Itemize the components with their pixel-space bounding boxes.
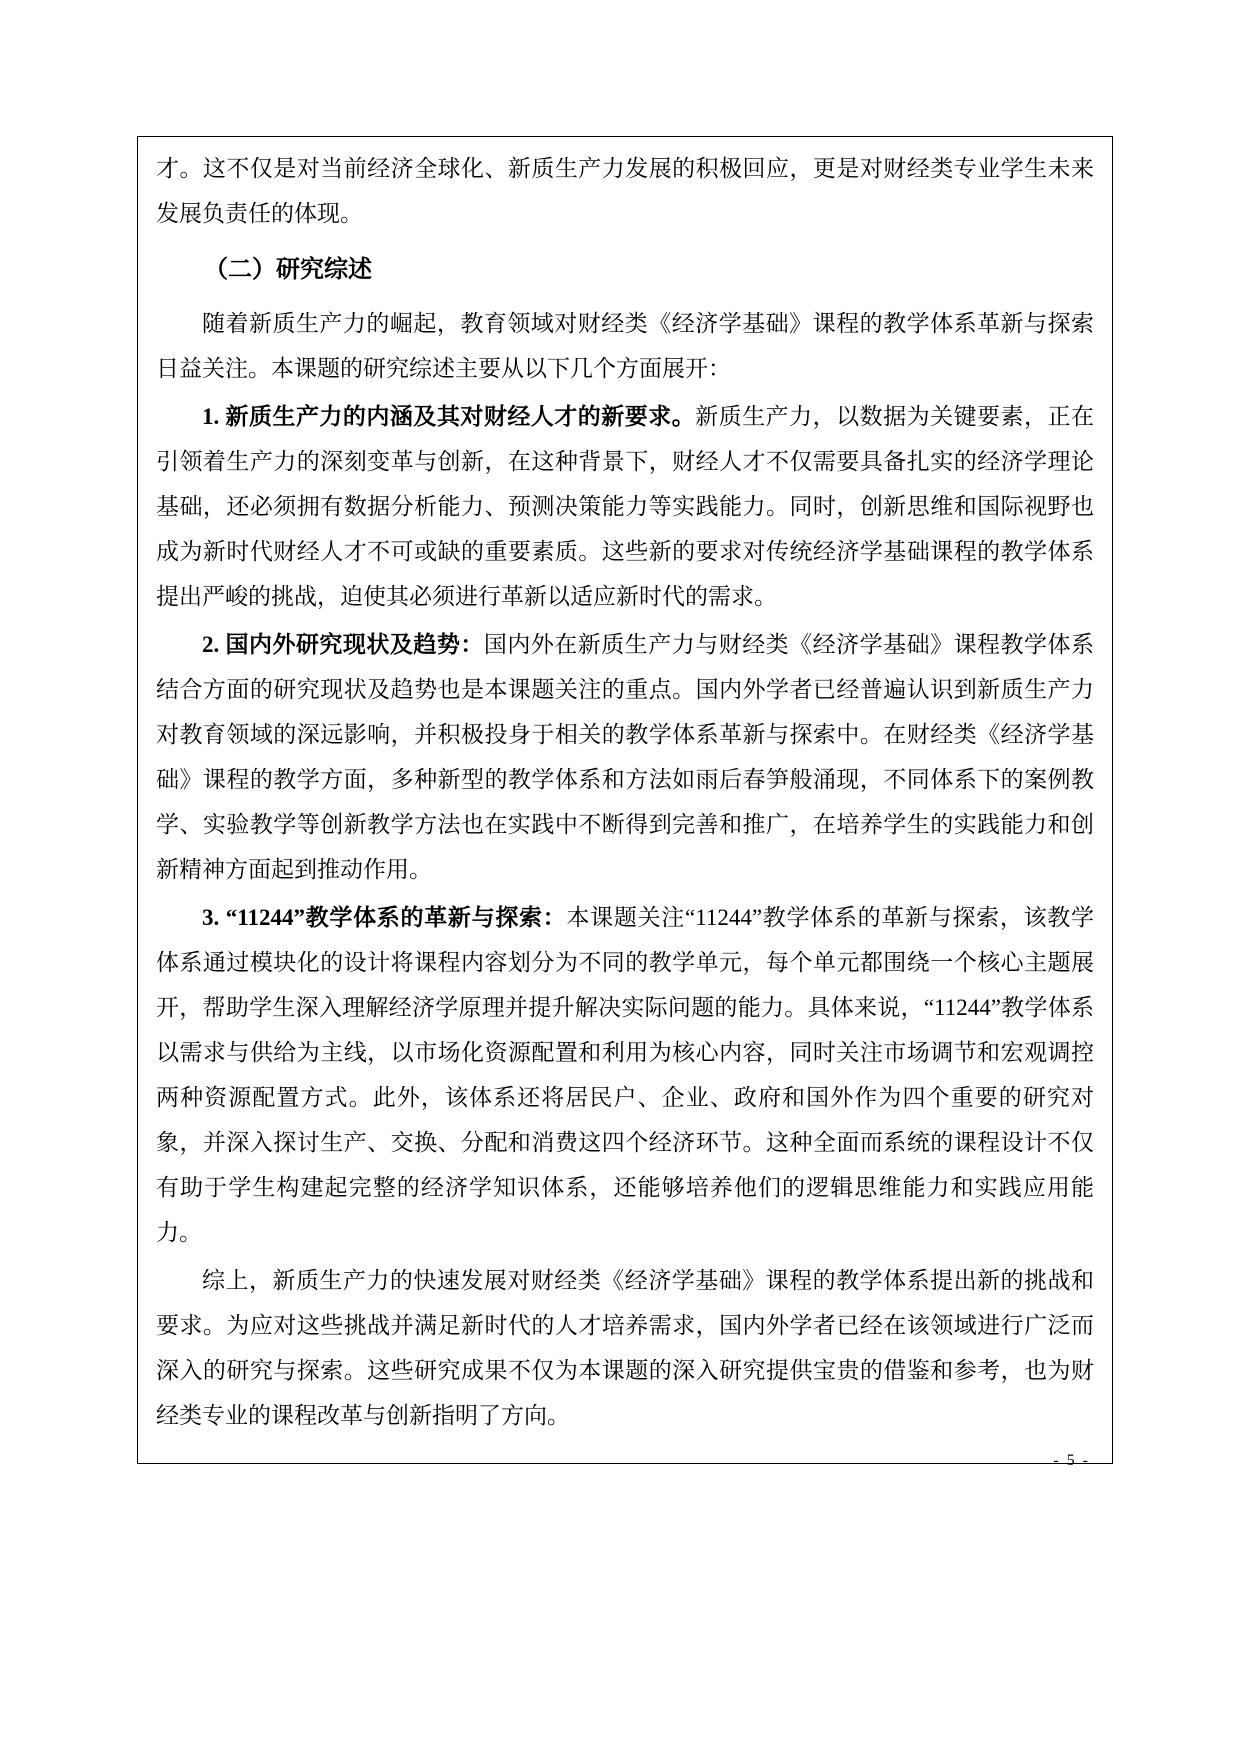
- research-item-3-lead: 3. “11244”教学体系的革新与探索：: [202, 905, 567, 930]
- table-cell-border: [137, 136, 1113, 1464]
- research-item-1-body: 新质生产力，以数据为关键要素，正在引领着生产力的深刻变革与创新，在这种背景下，财经人才不仅需要具备扎实的经济学理论基础，还必须拥有数据分析能力、预测决策能力等实践能力。同时，创新思维和国际视野也成为新时代财经人才不可或缺的重要素质。这些新的要求对传统经济学基础课程的教学体系提出严峻的挑战，迫使其必须进行革新以适应新时代的需求。: [156, 404, 1095, 609]
- research-item-1-lead: 1. 新质生产力的内涵及其对财经人才的新要求。: [202, 404, 696, 429]
- page-number: - 5 -: [1053, 1452, 1090, 1469]
- research-item-1: [156, 394, 1094, 619]
- research-item-2: [156, 622, 1094, 892]
- research-item-2-body: 国内外在新质生产力与财经类《经济学基础》课程教学体系结合方面的研究现状及趋势也是本课题关注的重点。国内外学者已经普遍认识到新质生产力对教育领域的深远影响，并积极投身于相关的教学体系革新与探索中。在财经类《经济学基础》课程的教学方面，多种新型的教学体系和方法如雨后春笋般涌现，不同体系下的案例教学、实验教学等创新教学方法也在实践中不断得到完善和推广，在培养学生的实践能力和创新精神方面起到推动作用。: [156, 632, 1095, 882]
- research-item-3: [156, 895, 1094, 1255]
- paragraph-summary: 综上，新质生产力的快速发展对财经类《经济学基础》课程的教学体系提出新的挑战和要求。为应对这些挑战并满足新时代的人才培养需求，国内外学者已经在该领域进行广泛而深入的研究与探索。这些研究成果不仅为本课题的深入研究提供宝贵的借鉴和参考，也为财经类专业的课程改革与创新指明了方向。: [156, 1268, 1094, 1428]
- research-item-2-lead: 2. 国内外研究现状及趋势：: [202, 632, 484, 657]
- research-item-3-body: 本课题关注“11244”教学体系的革新与探索，该教学体系通过模块化的设计将课程内容划分为不同的教学单元，每个单元都围绕一个核心主题展开，帮助学生深入理解经济学原理并提升解决实际问题的能力。具体来说，“11244”教学体系以需求与供给为主线，以市场化资源配置和利用为核心内容，同时关注市场调节和宏观调控两种资源配置方式。此外，该体系还将居民户、企业、政府和国外作为四个重要的研究对象，并深入探讨生产、交换、分配和消费这四个经济环节。这种全面而系统的课程设计不仅有助于学生构建起完整的经济学知识体系，还能够培养他们的逻辑思维能力和实践应用能力。: [156, 905, 1094, 1245]
- paragraph-continuation: 才。这不仅是对当前经济全球化、新质生产力发展的积极回应，更是对财经类专业学生未来发展负责任的体现。: [156, 156, 1094, 226]
- section-heading: （二）研究综述: [204, 257, 372, 283]
- paragraph-intro: 随着新质生产力的崛起，教育领域对财经类《经济学基础》课程的教学体系革新与探索日益关注。本课题的研究综述主要从以下几个方面展开：: [156, 311, 1094, 381]
